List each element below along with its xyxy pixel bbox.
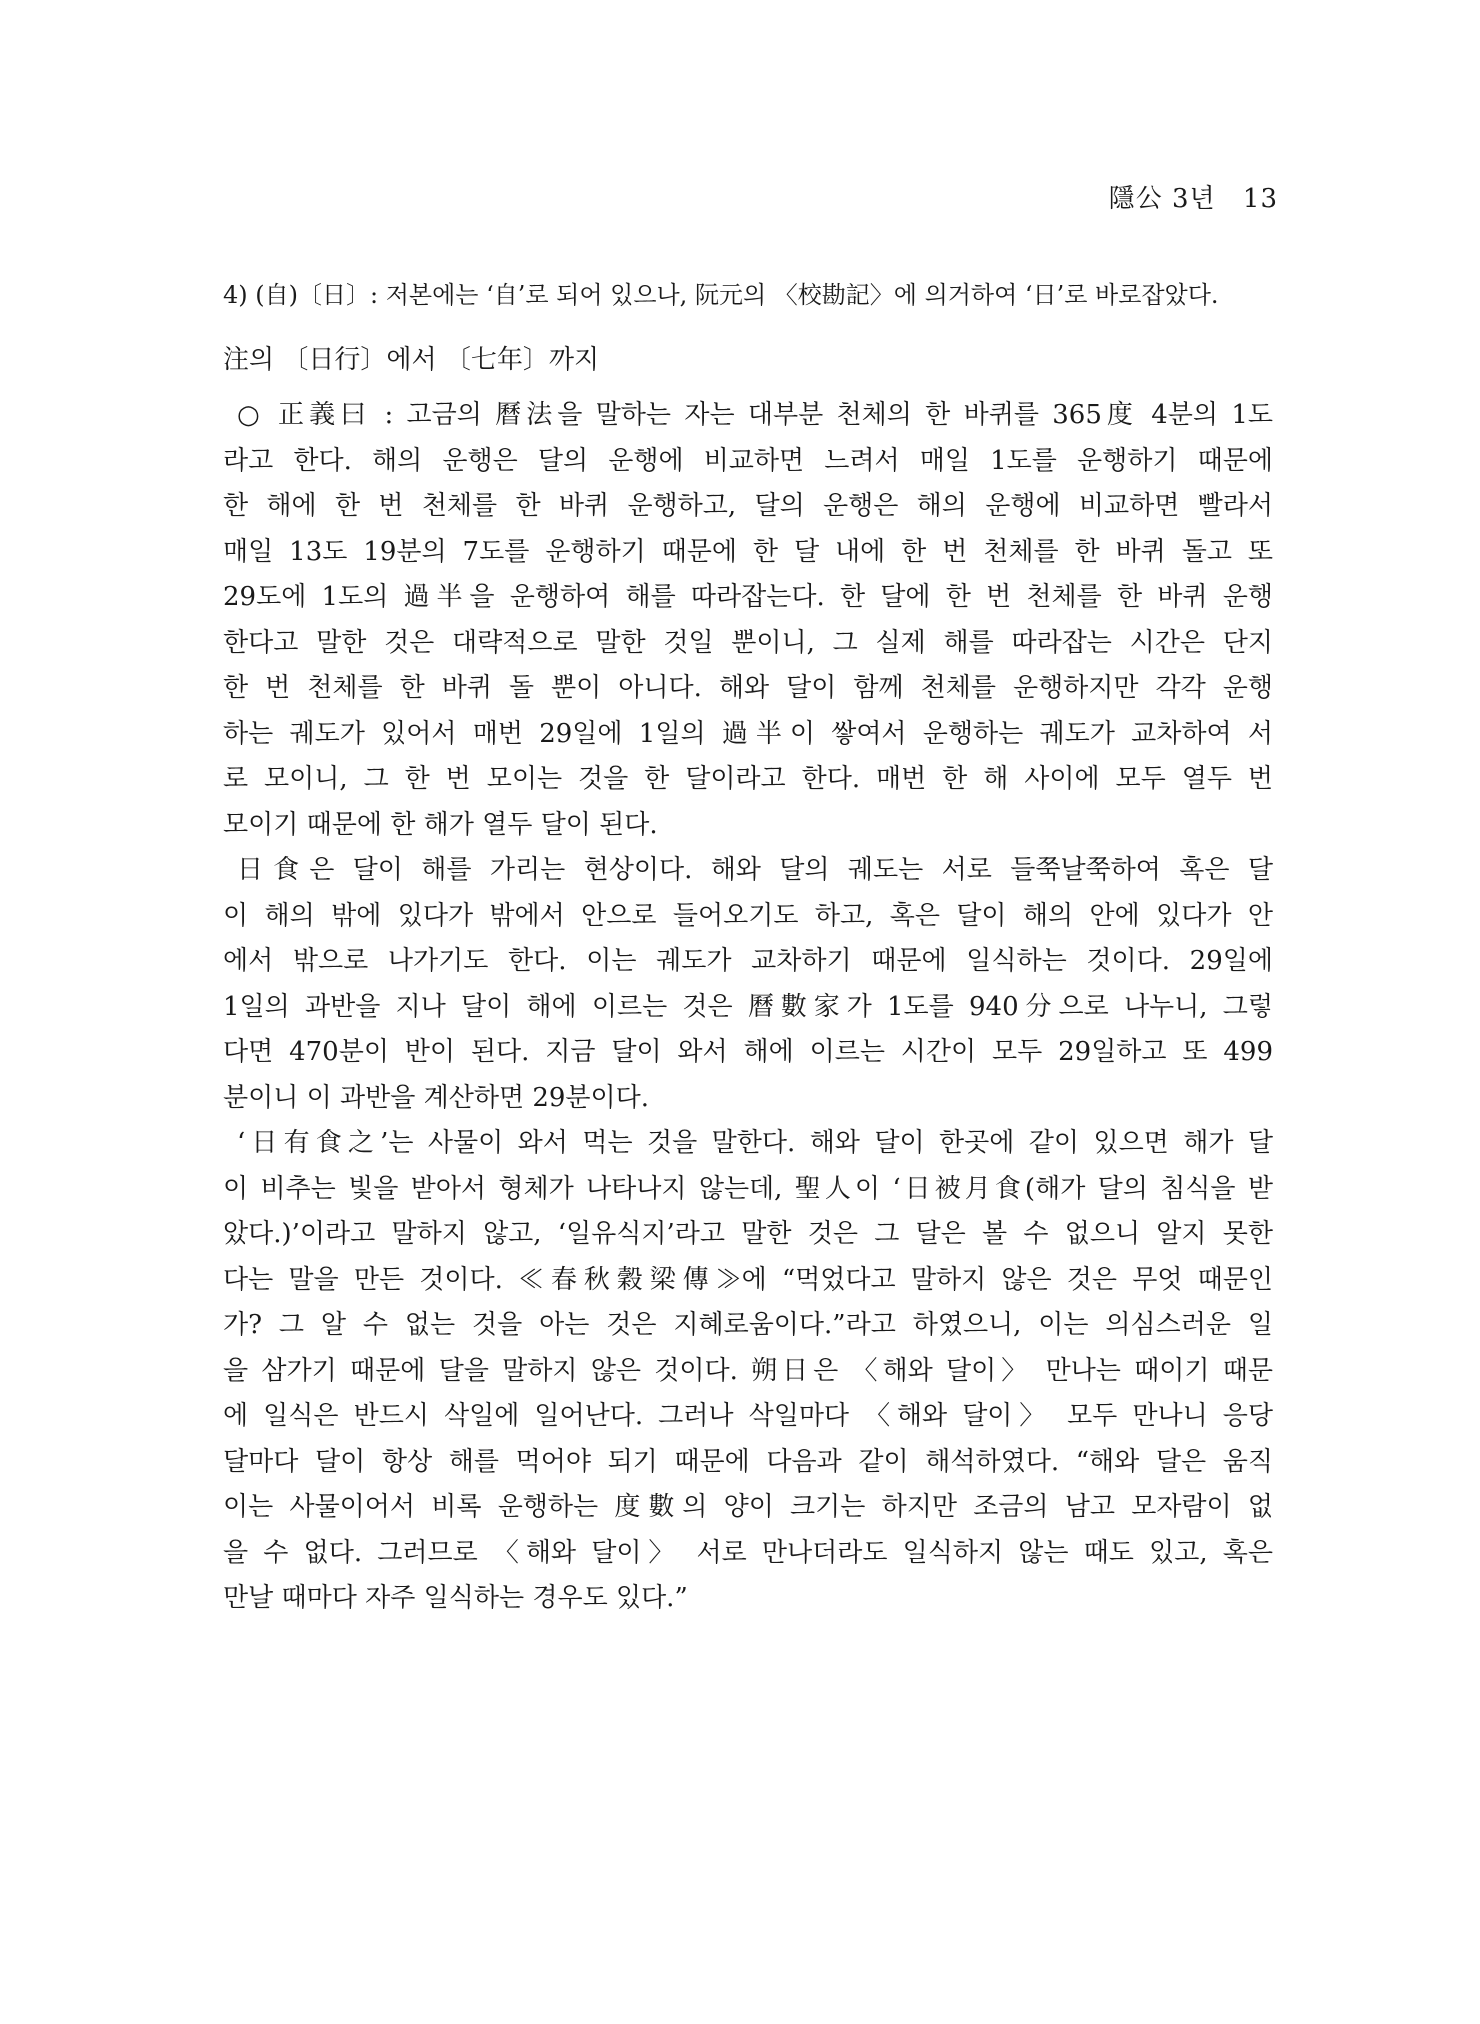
text-line: 달마다 달이 항상 해를 먹어야 되기 때문에 다음과 같이 해석하였다. “해와 달은 움직 <box>223 1446 1273 1477</box>
section-heading: 注의 〔日行〕에서 〔七年〕까지 <box>223 345 600 375</box>
text-line: 다는 말을 만든 것이다. ≪春秋穀梁傳≫에 “먹었다고 말하지 않은 것은 무엇 때문인 <box>223 1264 1273 1295</box>
text-line: 을 삼가기 때문에 달을 말하지 않은 것이다. 朔日은 〈해와 달이〉 만나는 때이기 때문 <box>223 1355 1273 1386</box>
text-line: ‘日有食之’는 사물이 와서 먹는 것을 말한다. 해와 달이 한곳에 같이 있으면 해가 달 <box>237 1128 1273 1158</box>
text-line: 한 번 천체를 한 바퀴 돌 뿐이 아니다. 해와 달이 함께 천체를 운행하지만 각각 운행 <box>223 673 1273 703</box>
page-number: 13 <box>1242 184 1278 214</box>
text-line: 에 일식은 반드시 삭일에 일어난다. 그러나 삭일마다 〈해와 달이〉 모두 만나니 응당 <box>223 1401 1273 1431</box>
text-line: 29도에 1도의 過半을 운행하여 해를 따라잡는다. 한 달에 한 번 천체를 한 바퀴 운행 <box>223 582 1273 612</box>
text-line: 을 수 없다. 그러므로 〈해와 달이〉 서로 만나더라도 일식하지 않는 때도 있고, 혹은 <box>223 1537 1273 1568</box>
text-line: 이 해의 밖에 있다가 밖에서 안으로 들어오기도 하고, 혹은 달이 해의 안에 있다가 안 <box>223 900 1273 931</box>
text-line: 에서 밖으로 나가기도 한다. 이는 궤도가 교차하기 때문에 일식하는 것이다. 29일에 <box>223 946 1273 976</box>
text-line: 하는 궤도가 있어서 매번 29일에 1일의 過半이 쌓여서 운행하는 궤도가 교차하여 서 <box>223 718 1273 749</box>
paragraph <box>223 848 1273 1121</box>
text-line: 가? 그 알 수 없는 것을 아는 것은 지혜로움이다.”라고 하였으니, 이는 의심스러운 일 <box>223 1310 1273 1340</box>
text-line: 라고 한다. 해의 운행은 달의 운행에 비교하면 느려서 매일 1도를 운행하기 때문에 <box>223 445 1273 476</box>
text-line: 1일의 과반을 지나 달이 해에 이르는 것은 曆數家가 1도를 940分으로 나누니, 그렇 <box>223 991 1273 1022</box>
text-line: 한다고 말한 것은 대략적으로 말한 것일 뿐이니, 그 실제 해를 따라잡는 시간은 단지 <box>223 627 1273 658</box>
text-line: ○ 正義曰 : 고금의 曆法을 말하는 자는 대부분 천체의 한 바퀴를 365度 4분의 1도 <box>237 400 1273 430</box>
text-line: 모이기 때문에 한 해가 열두 달이 된다. <box>223 809 658 840</box>
text-line: 분이니 이 과반을 계산하면 29분이다. <box>223 1082 650 1113</box>
page-body <box>223 275 1273 1622</box>
paragraph <box>223 393 1273 848</box>
text-line: 았다.)’이라고 말하지 않고, ‘일유식지’라고 말한 것은 그 달은 볼 수 없으니 알지 못한 <box>223 1219 1273 1249</box>
paragraph <box>223 1121 1273 1622</box>
text-line: 다면 470분이 반이 된다. 지금 달이 와서 해에 이르는 시간이 모두 29일하고 또 499 <box>223 1037 1273 1067</box>
footnote: 4) (自)〔日〕: 저본에는 ‘自’로 되어 있으나, 阮元의 〈校勘記〉에 의거하여 ‘日’로 바로잡았다. <box>223 281 1219 309</box>
running-header <box>1109 178 1278 215</box>
text-line: 로 모이니, 그 한 번 모이는 것을 한 달이라고 한다. 매번 한 해 사이에 모두 열두 번 <box>223 764 1273 794</box>
text-line: 매일 13도 19분의 7도를 운행하기 때문에 한 달 내에 한 번 천체를 한 바퀴 돌고 또 <box>223 536 1273 567</box>
text-line: 한 해에 한 번 천체를 한 바퀴 운행하고, 달의 운행은 해의 운행에 비교하면 빨라서 <box>223 491 1273 521</box>
text-line: 日食은 달이 해를 가리는 현상이다. 해와 달의 궤도는 서로 들쭉날쭉하여 혹은 달 <box>237 855 1273 885</box>
running-header-title: 隱公 3년 <box>1108 184 1216 214</box>
text-line: 이는 사물이어서 비록 운행하는 度數의 양이 크기는 하지만 조금의 남고 모자람이 없 <box>223 1492 1273 1522</box>
text-line: 만날 때마다 자주 일식하는 경우도 있다.” <box>223 1583 688 1613</box>
text-line: 이 비추는 빛을 받아서 형체가 나타나지 않는데, 聖人이 ‘日被月食(해가 달의 침식을 받 <box>223 1173 1273 1204</box>
